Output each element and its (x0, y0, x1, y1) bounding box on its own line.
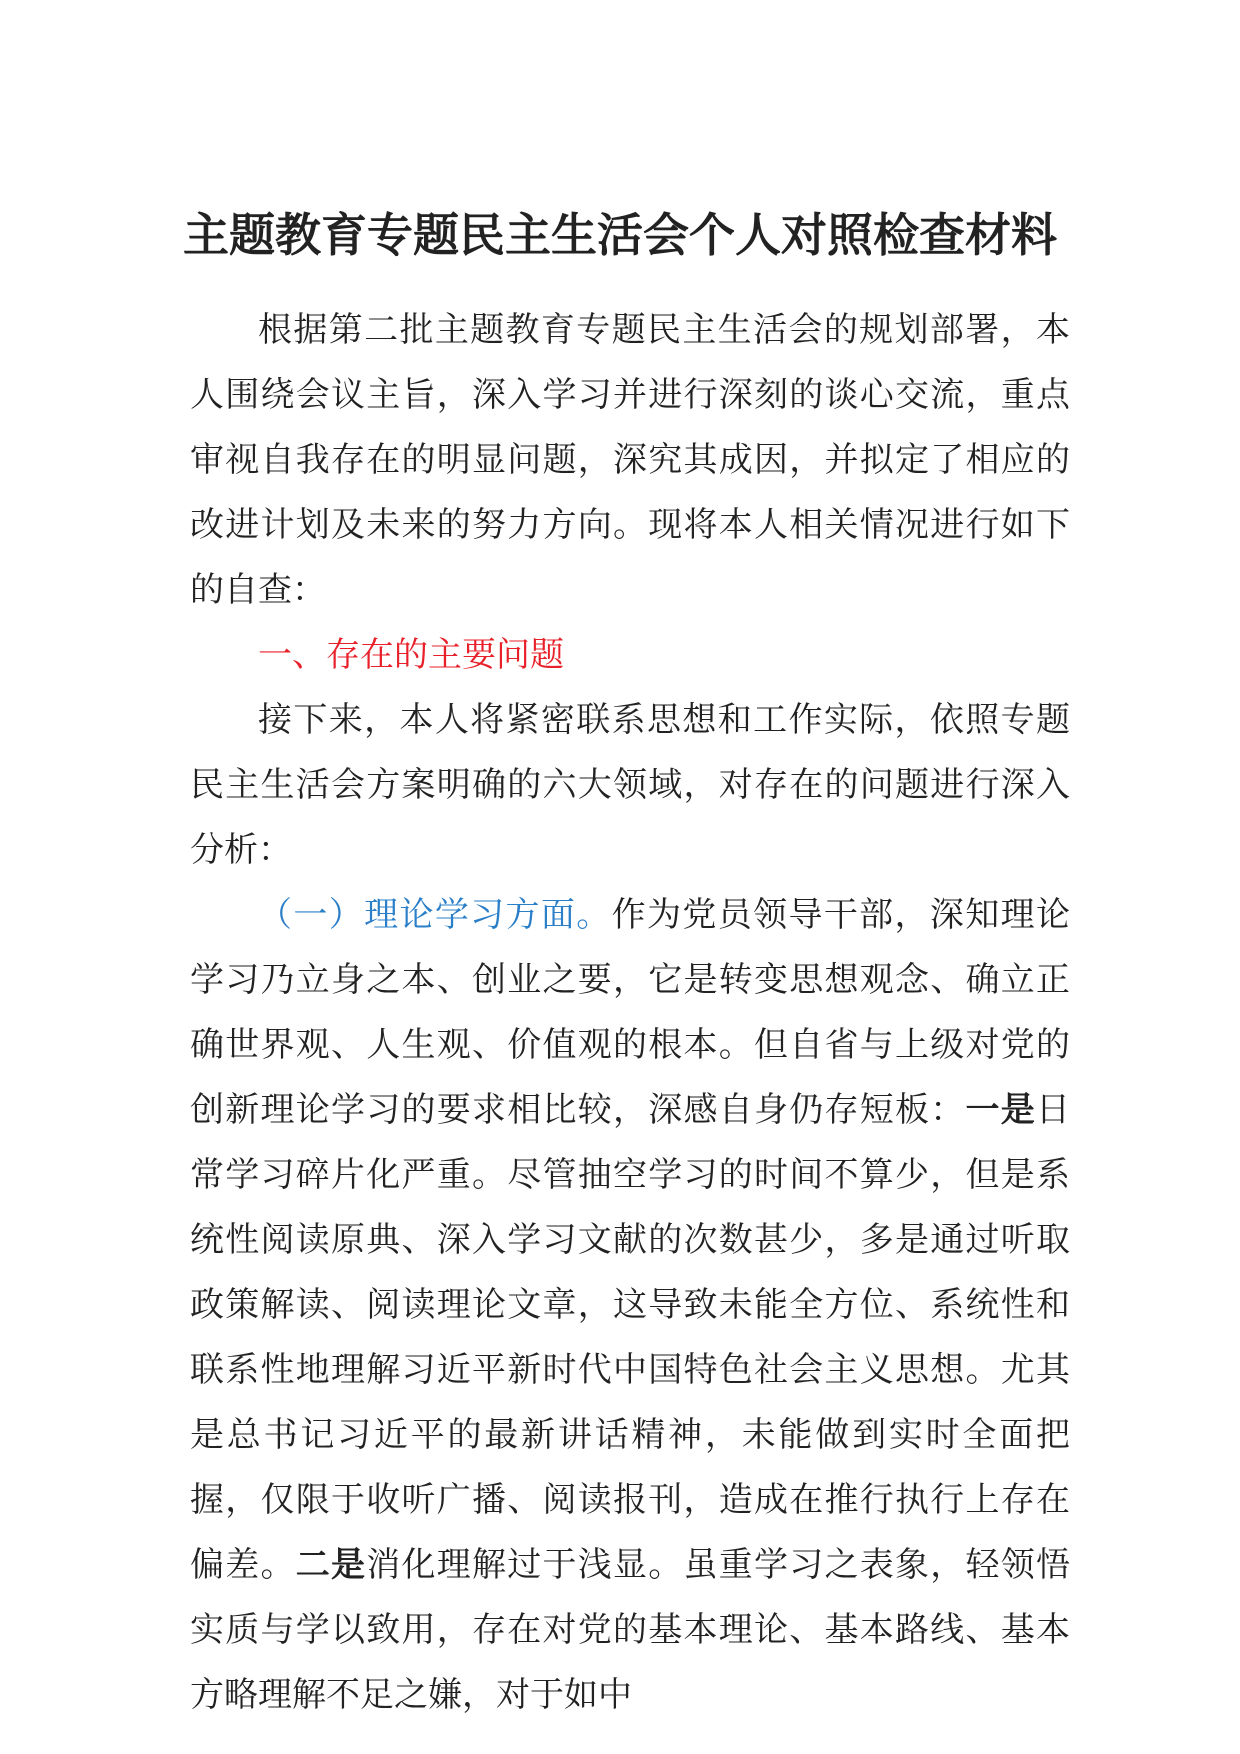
theory-study-paragraph (190, 883, 1070, 1728)
subsection-text: 作为党员领导干部，深知理论学习乃立身之本、创业之要，它是转变思想观念、确立正确世界观、人生观、价值观的根本。但自省与上级对党的创新理论学习的要求相比较，深感自身仍存短板： (190, 895, 1071, 1130)
point-one-text: 日常学习碎片化严重。尽管抽空学习的时间不算少，但是系统性阅读原典、深入学习文献的次数甚少，多是通过听取政策解读、阅读理论文章，这导致未能全方位、系统性和联系性地理解习近平新时代中国特色社会主义思想。尤其是总书记习近平的最新讲话精神，未能做到实时全面把握，仅限于收听广播、阅读报刊，造成在推行执行上存在偏差。 (190, 1090, 1070, 1585)
intro-paragraph: 根据第二批主题教育专题民主生活会的规划部署，本人围绕会议主旨，深入学习并进行深刻的谈心交流，重点审视自我存在的明显问题，深究其成因，并拟定了相应的改进计划及未来的努力方向。现将本人相关情况进行如下的自查： (190, 310, 1070, 610)
section-heading: 一、存在的主要问题 (258, 635, 564, 675)
point-one-label: 一是 (965, 1090, 1036, 1130)
document-title: 主题教育专题民主生活会个人对照检查材料 (183, 208, 1057, 262)
section-intro-paragraph: 接下来，本人将紧密联系思想和工作实际，依照专题民主生活会方案明确的六大领域，对存在的问题进行深入分析： (190, 700, 1070, 870)
document-body (190, 298, 1070, 1728)
subsection-heading: （一）理论学习方面。 (258, 895, 612, 935)
point-two-text: 消化理解过于浅显。虽重学习之表象，轻领悟实质与学以致用，存在对党的基本理论、基本路线、基本方略理解不足之嫌，对于如中 (190, 1545, 1070, 1715)
point-two-label: 二是 (295, 1545, 367, 1585)
